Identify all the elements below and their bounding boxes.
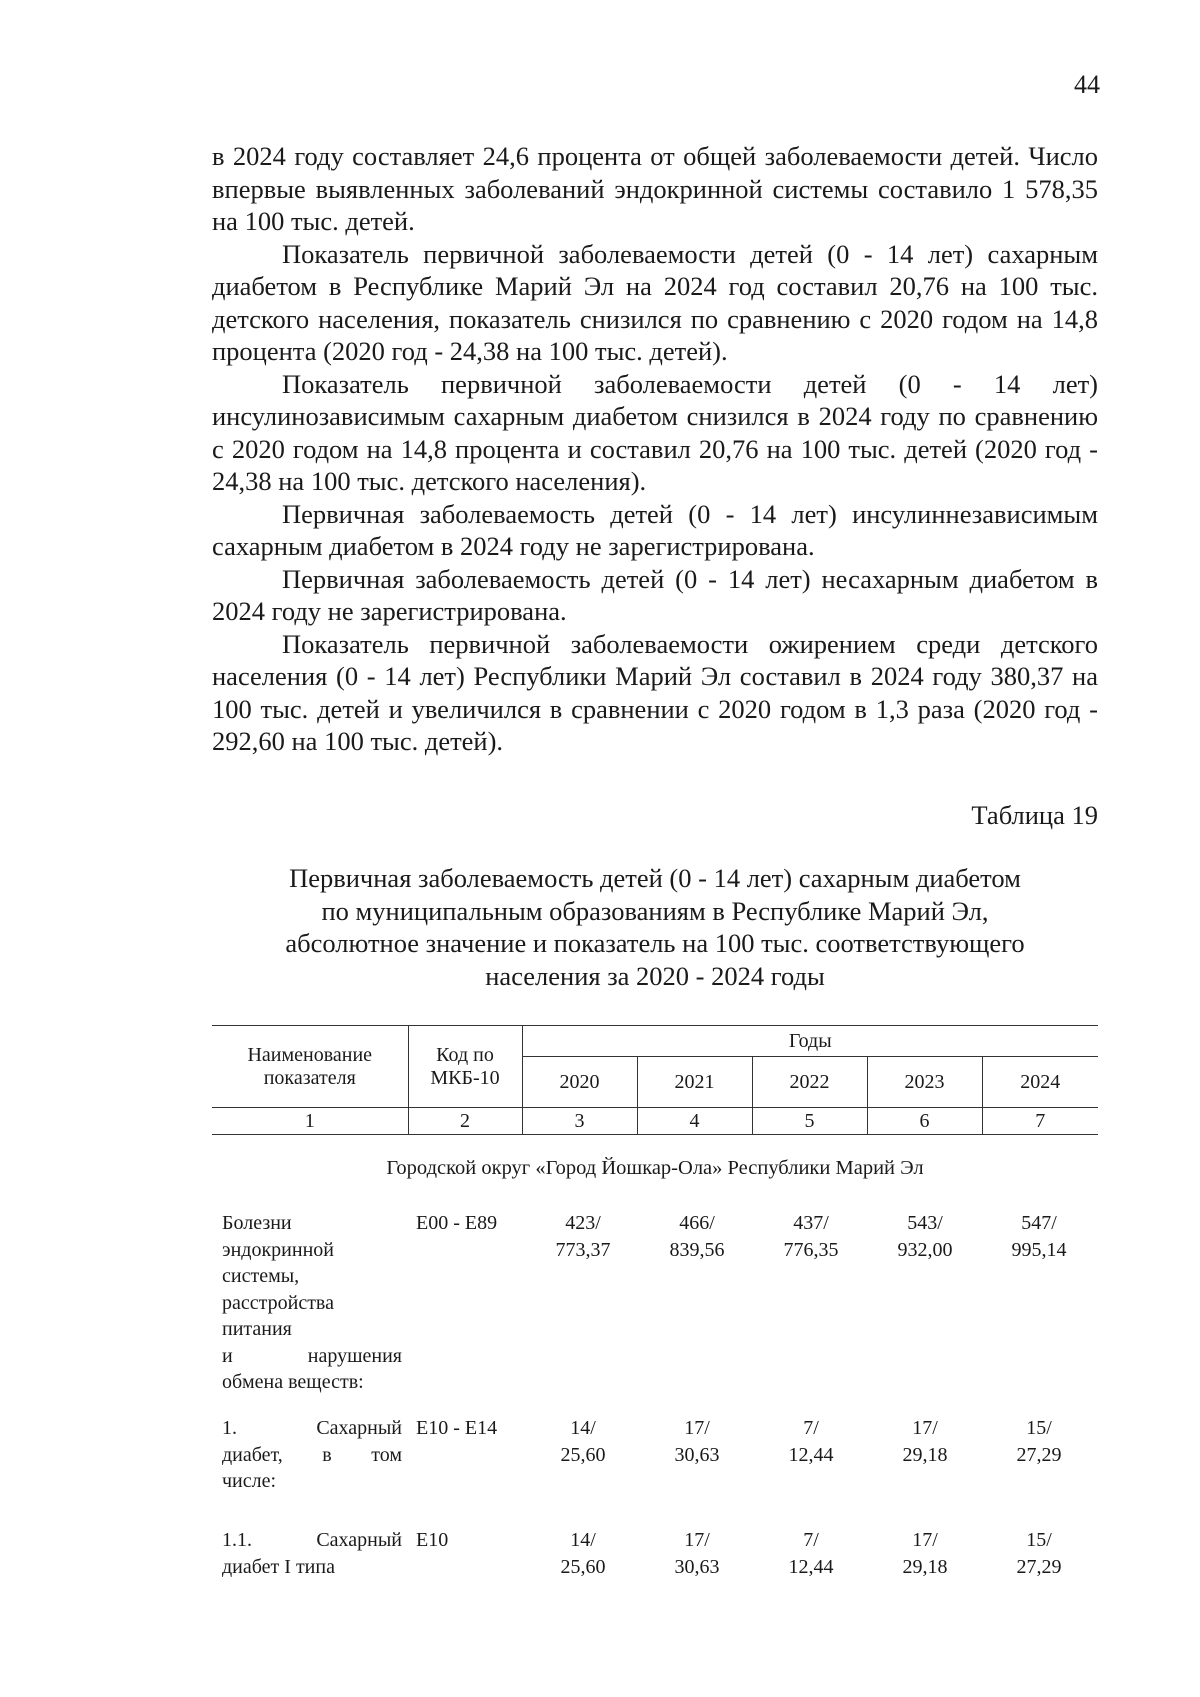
row-name: Болезни эндокринной системы, расстройства питания и нарушения обмена веществ:	[222, 1212, 402, 1393]
column-number: 7	[982, 1108, 1098, 1135]
header-name: Наименование показателя	[212, 1026, 408, 1108]
table-title-line: Первичная заболеваемость детей (0 - 14 лет) сахарным диабетом	[289, 863, 1021, 893]
row-value: 547/ 995,14	[1011, 1212, 1067, 1261]
header-year: 2020	[522, 1057, 637, 1108]
body-text	[212, 140, 1098, 758]
header-year: 2024	[982, 1057, 1098, 1108]
row-value: 17/ 29,18	[902, 1529, 948, 1578]
header-year: 2023	[867, 1057, 982, 1108]
table-row	[222, 1415, 1098, 1527]
row-value: 7/ 12,44	[788, 1417, 834, 1466]
row-value: 15/ 27,29	[1016, 1529, 1062, 1578]
page-number: 44	[1074, 70, 1100, 99]
paragraph: Первичная заболеваемость детей (0 - 14 лет) несахарным диабетом в 2024 году не зарегистрирована.	[212, 563, 1098, 626]
column-number: 1	[212, 1108, 408, 1135]
paragraph: Показатель первичной заболеваемости детей (0 - 14 лет) инсулинозависимым сахарным диабетом снизился в 2024 году по сравнению с 2020 годом на 14,8 процента и составил 20,76 на 100 тыс. детей (2020 год - 24,38 на 100 тыс. детского населения).	[212, 368, 1098, 496]
table-title-line: абсолютное значение и показатель на 100 тыс. соответствующего	[285, 928, 1025, 958]
header-code: Код по МКБ-10	[408, 1026, 522, 1108]
paragraph: Первичная заболеваемость детей (0 - 14 лет) инсулиннезависимым сахарным диабетом в 2024 году не зарегистрирована.	[212, 498, 1098, 561]
row-value: 14/ 25,60	[560, 1529, 606, 1578]
paragraph: Показатель первичной заболеваемости ожирением среди детского населения (0 - 14 лет) Республики Марий Эл составил в 2024 году 380,37 на 100 тыс. детей и увеличился в сравнении с 2020 годом в 1,3 раза (2020 год - 292,60 на 100 тыс. детей).	[212, 628, 1098, 756]
row-code: Е10 - Е14	[416, 1417, 498, 1439]
row-name: 1. Сахарный диабет, в том числе:	[222, 1417, 402, 1492]
row-code: Е00 - Е89	[416, 1212, 498, 1234]
row-value: 17/ 29,18	[902, 1417, 948, 1466]
paragraph: Показатель первичной заболеваемости детей (0 - 14 лет) сахарным диабетом в Республике Марий Эл на 2024 год составил 20,76 на 100 тыс. детского населения, показатель снизился по сравнению с 2020 годом на 14,8 процента (2020 год - 24,38 на 100 тыс. детей).	[212, 238, 1098, 366]
column-number: 5	[752, 1108, 867, 1135]
column-number: 3	[522, 1108, 637, 1135]
table-title-line: по муниципальным образованиям в Республике Марий Эл,	[321, 895, 989, 926]
column-number: 6	[867, 1108, 982, 1135]
row-value: 17/ 30,63	[674, 1529, 720, 1578]
column-number: 2	[408, 1108, 522, 1135]
header-year: 2022	[752, 1057, 867, 1108]
row-code: Е10	[416, 1529, 449, 1551]
column-number: 4	[637, 1108, 752, 1135]
row-value: 437/ 776,35	[783, 1212, 839, 1261]
row-value: 7/ 12,44	[788, 1529, 834, 1578]
row-value: 543/ 932,00	[897, 1212, 953, 1261]
row-value: 466/ 839,56	[669, 1212, 725, 1261]
data-table-header	[212, 1025, 1098, 1135]
row-value: 17/ 30,63	[674, 1417, 720, 1466]
paragraph: в 2024 году составляет 24,6 процента от общей заболеваемости детей. Число впервые выявленных заболеваний эндокринной системы составило 1 578,35 на 100 тыс. детей.	[212, 141, 1098, 236]
table-number: Таблица 19	[971, 800, 1098, 830]
table-title	[212, 862, 1098, 992]
row-value: 14/ 25,60	[560, 1417, 606, 1466]
table-row	[222, 1527, 1098, 1597]
row-name: 1.1. Сахарный диабет I типа	[222, 1529, 402, 1578]
row-value: 423/ 773,37	[555, 1212, 611, 1261]
table-body	[222, 1210, 1098, 1597]
table-row	[222, 1210, 1098, 1415]
header-years: Годы	[522, 1026, 1098, 1057]
header-year: 2021	[637, 1057, 752, 1108]
section-title: Городской округ «Город Йошкар-Ола» Республики Марий Эл	[386, 1157, 924, 1179]
table-title-line: населения за 2020 - 2024 годы	[485, 960, 825, 991]
row-value: 15/ 27,29	[1016, 1417, 1062, 1466]
